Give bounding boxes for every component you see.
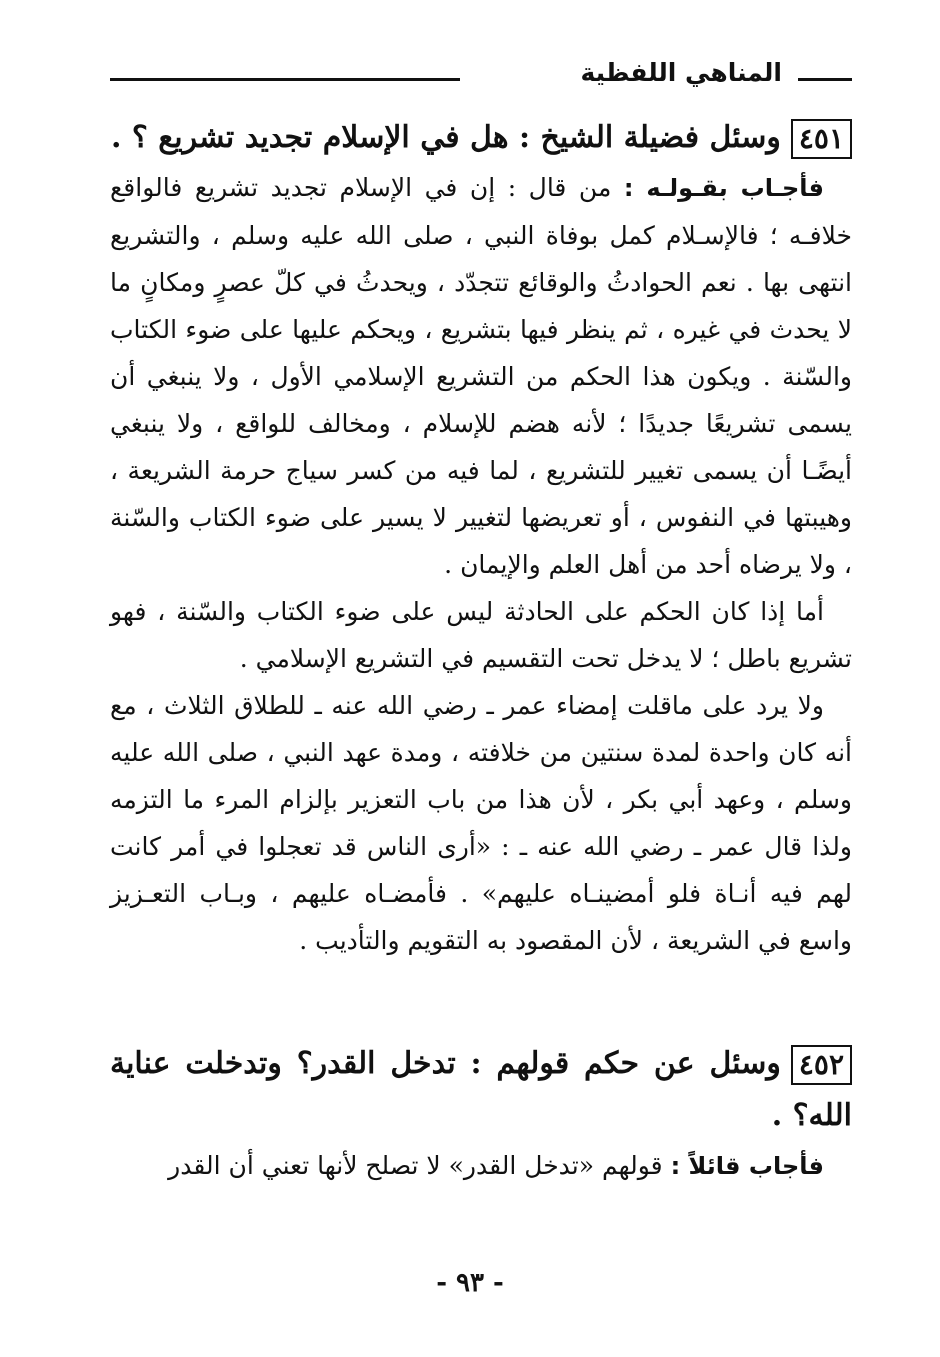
answer-452-text-1: قولهم «تدخل القدر» لا تصلح لأنها تعني أن القدر [168,1151,663,1180]
answer-451-paragraph-2: أما إذا كان الحكم على الحادثة ليس على ضوء الكتاب والسّنة ، فهو تشريع باطل ؛ لا يدخل تحت التقسيم في التشريع الإسلامي . [110,597,852,673]
answer-451-text-1: من قال : إن في الإسلام تجديد تشريع فالواقع خلافـه ؛ فالإسـلام كمل بوفاة النبي ، صلى الله عليه وسلم ، والتشريع انتهى بها . نعم الحوادثُ والوقائع تتجدّد ، ويحدثُ في كلّ عصرٍ ومكانٍ ما لا يحدث في غيره ، ثم ينظر فيها بتشريع ، ويحكم عليها على ضوء الكتاب والسّنة . ويكون هذا الحكم من التشريع الإسلامي الأول ، ولا ينبغي أن يسمى تشريعًا جديدًا ؛ لأنه هضم للإسلام ، ومخالف للواقع ، ولا ينبغي أيضًـا أن يسمى تغيير للتشريع ، لما فيه من كسر سياج حرمة الشريعة ، وهيبتها في النفوس ، أو تعريضها لتغيير لا يسير على ضوء الكتاب والسّنة ، ولا يرضاه أحد من أهل العلم والإيمان . [110,173,852,579]
header-title: المناهي اللفظية [580,58,782,87]
section-gap [110,964,852,1038]
question-number-451: ٤٥١ [791,119,852,159]
question-number-452: ٤٥٢ [791,1045,852,1085]
question-452 [110,1038,852,1142]
answer-452-paragraph-1 [110,1142,852,1190]
question-text-451: وسئل فضيلة الشيخ : هل في الإسلام تجديد تشريع ؟ . [111,120,781,155]
running-header [110,58,852,94]
page-number: - ٩٣ - [436,1268,504,1298]
answer-lead-451: فأجـاب بقـولـه : [623,174,824,202]
answer-lead-452: فأجاب قائلاً : [670,1152,824,1180]
question-text-452: وسئل عن حكم قولهم : تدخل القدر؟ وتدخلت عناية الله؟ . [110,1046,852,1133]
answer-451-paragraph-1 [110,164,852,588]
answer-451-paragraph-3: ولا يرد على ماقلت إمضاء عمر ـ رضي الله عنه ـ للطلاق الثلاث ، مع أنه كان واحدة لمدة سنتين من خلافته ، ومدة عهد النبي ، صلى الله عليه وسلم ، وعهد أبي بكر ، لأن هذا من باب التعزير بإلزام المرء ما التزمه ولذا قال عمر ـ رضي الله عنه ـ : «أرى الناس قد تعجلوا في أمر كانت لهم فيه أنـاة فلو أمضينـاه عليهم» . فأمضـاه عليهم ، وبـاب التعـزيز واسع في الشريعة ، لأن المقصود به التقويم والتأديب . [110,691,852,955]
question-451 [110,112,852,164]
header-rule-left [110,78,460,81]
header-rule-right [798,78,852,81]
page-body [110,112,852,1190]
